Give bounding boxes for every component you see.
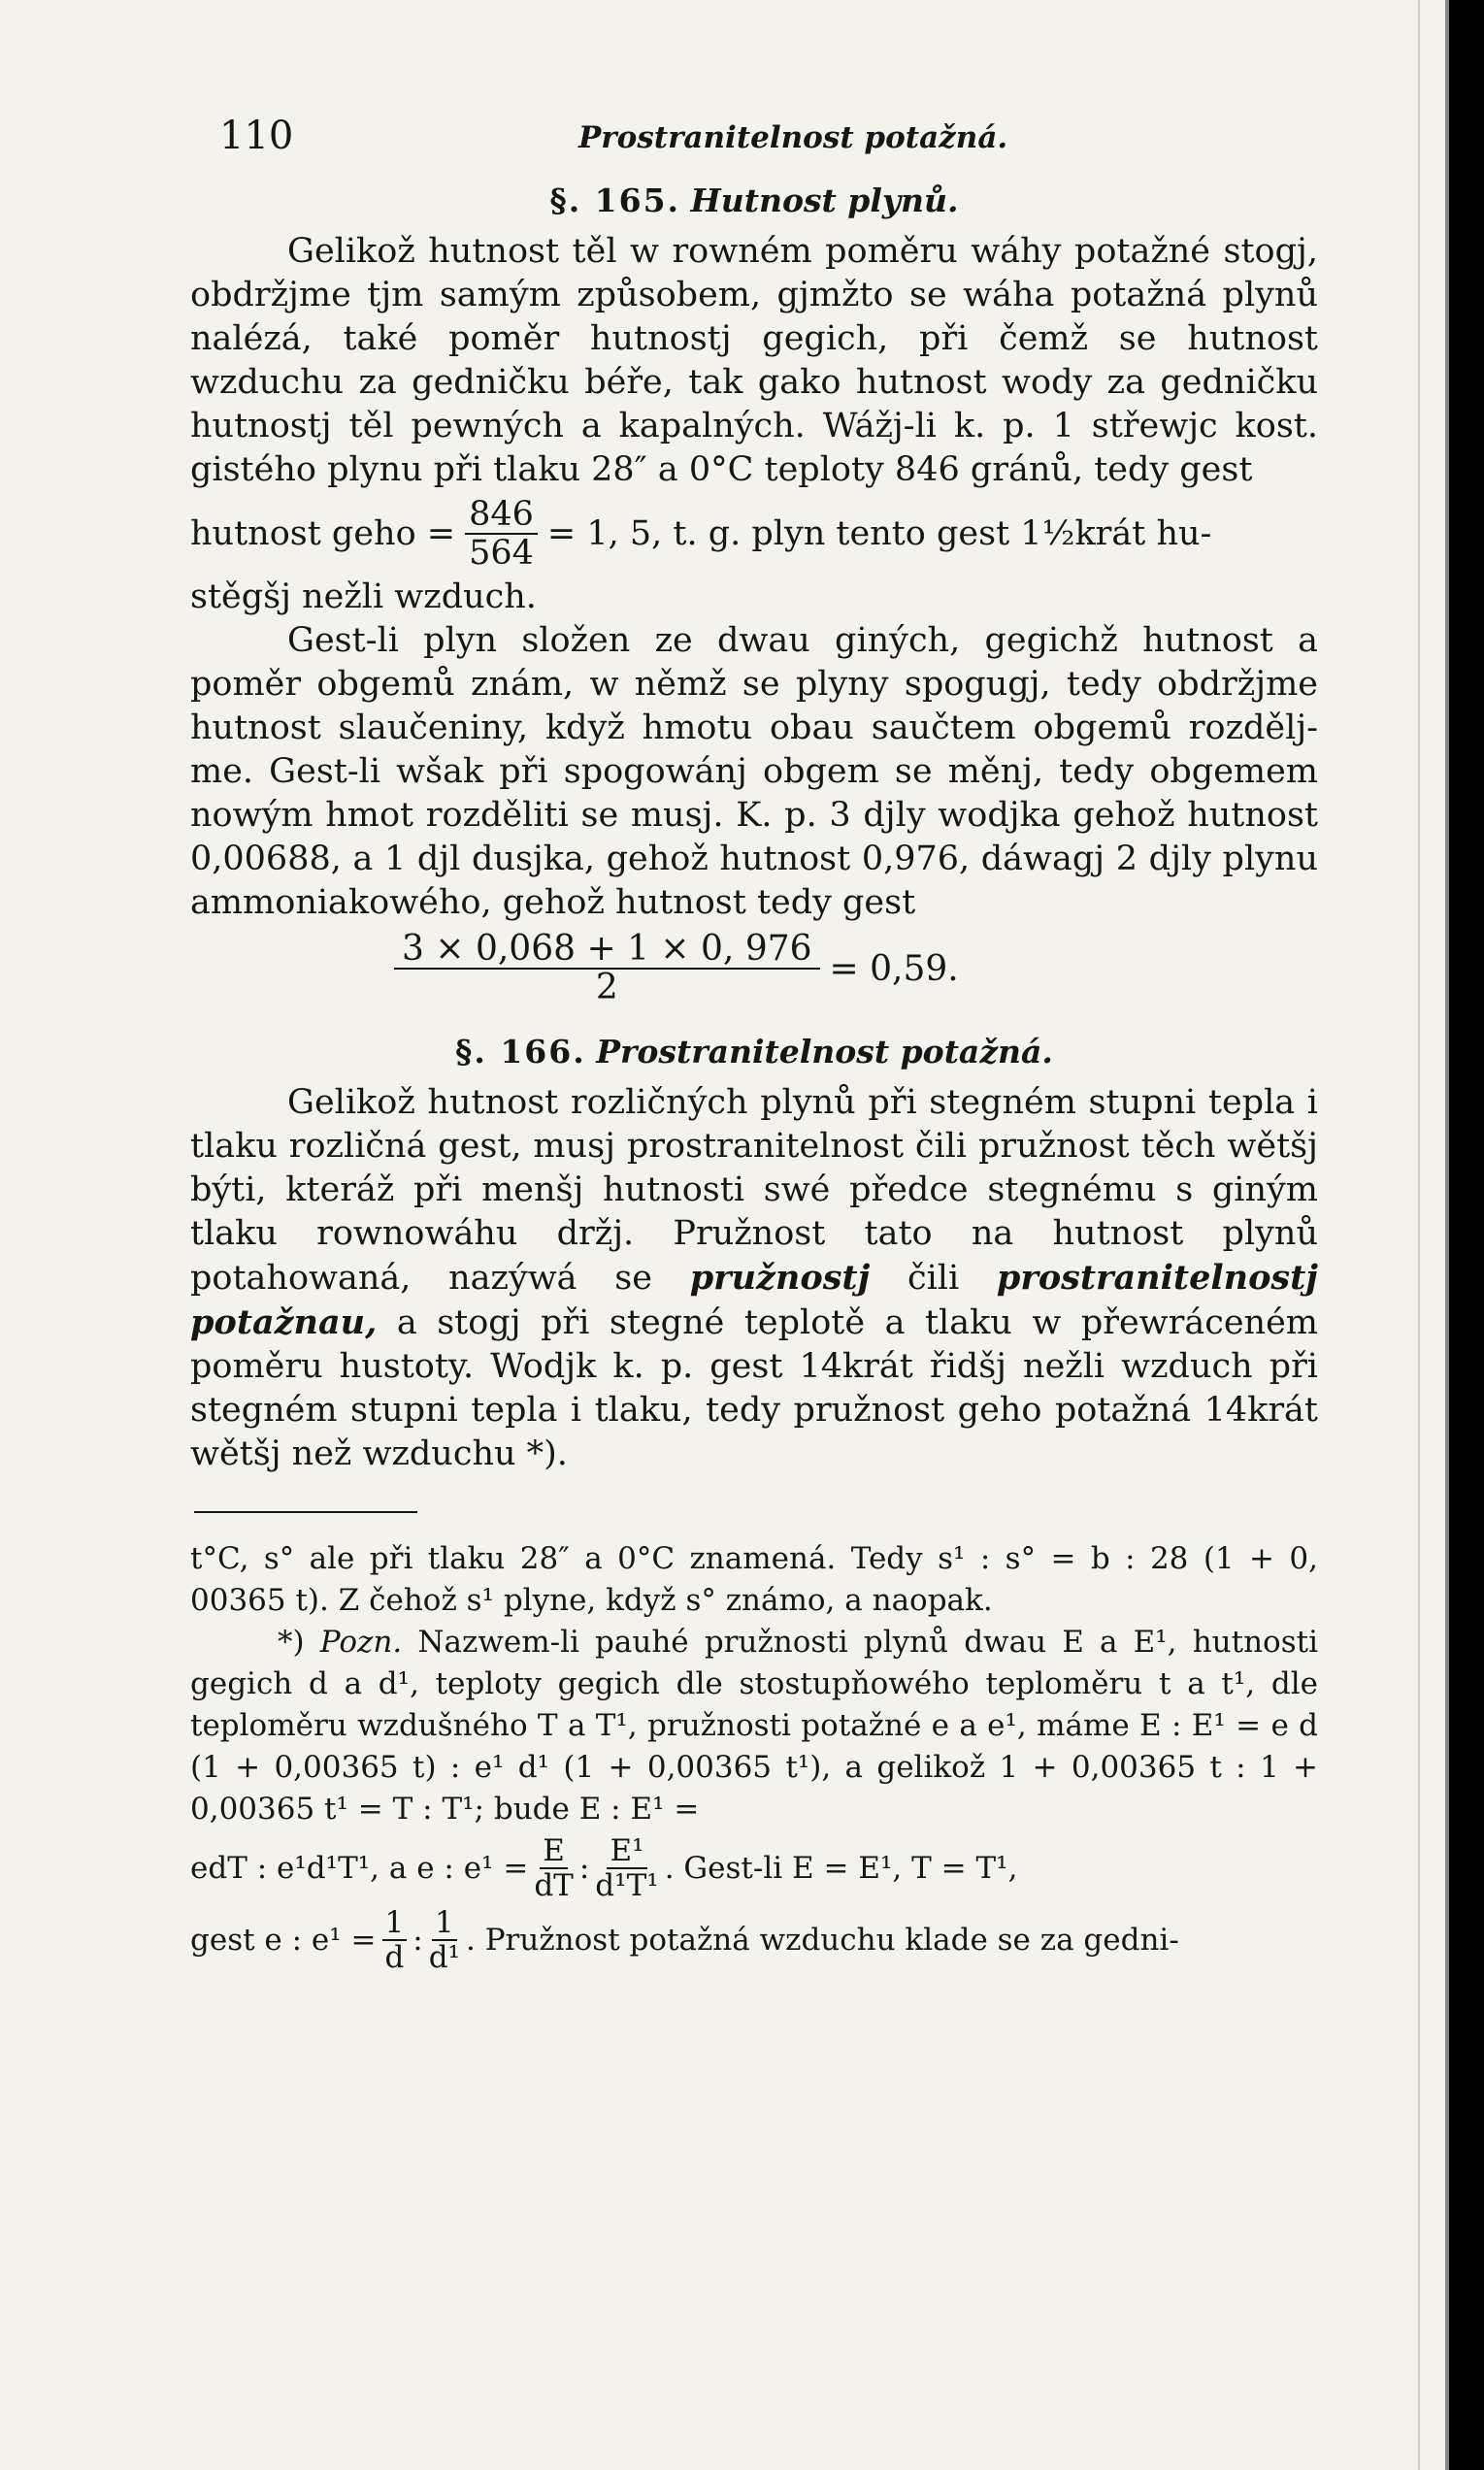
paragraph-166-end: a stogj při stegné teplotě a tlaku w přewráceném poměru hustoty. Wodjk k. p. gest 14krát řidšj nežli wzduch při stegném stupni tepla i tlaku, tedy pružnost geho potažná 14krát wětšj než wzduchu *). [190, 1303, 1318, 1473]
fraction-numerator: 846 [465, 496, 538, 535]
eq1-f1-numerator: E [540, 1834, 568, 1869]
paragraph-166-mid: čili [907, 1259, 960, 1298]
footnote-equation-2 [190, 1906, 1318, 1974]
section-166-number: §. 166. [455, 1033, 586, 1070]
density-fraction [465, 496, 538, 572]
section-165-title: Hutnost plynů. [690, 181, 959, 219]
density-equation [190, 496, 1318, 572]
eq2-fraction-2 [429, 1906, 460, 1974]
section-165-heading [190, 179, 1318, 222]
equation-suffix: = 1, 5, t. g. plyn tento gest 1½krát hu- [546, 513, 1212, 553]
eq2-f1-denominator: d [384, 1940, 405, 1975]
eq1-suffix: . Gest-li E = E¹, T = T¹, [664, 1850, 1018, 1886]
formula-denominator: 2 [595, 968, 618, 1007]
running-title: Prostranitelnost potažná. [578, 120, 1008, 155]
eq1-f1-denominator: dT [534, 1868, 574, 1903]
term-prostranitelnost: prostranitelnostj potažnau, [190, 1258, 1318, 1342]
paragraph-166-start: Gelikož hutnost rozličných plynů při stegném stupni tepla i tlaku rozličná gest, musj prostranitelnost čili pružnost těch wětšj býti, kteráž při menšj hutnosti swé předce stegnému s giným tlaku rownowáhu držj. Pružnost tato na hutnost plynů potahowaná, nazýwá se [190, 1083, 1318, 1298]
page-edge-shadow [1418, 0, 1420, 2470]
eq2-f2-numerator: 1 [432, 1906, 457, 1941]
eq2-fraction-1 [382, 1906, 408, 1974]
formula-numerator: 3 × 0,068 + 1 × 0, 976 [394, 931, 820, 970]
footnote-continuation: t°C, s° ale při tlaku 28″ a 0°C znamená. Tedy s¹ : s° = b : 28 (1 + 0, 00365 t). Z čehož s¹ plyne, když s° známo, a naopak. [190, 1541, 1318, 1618]
formula-fraction [394, 931, 820, 1006]
eq1-colon: : [578, 1850, 590, 1886]
eq2-f2-denominator: d¹ [428, 1940, 460, 1975]
paragraph-166 [190, 1081, 1318, 1476]
term-pruznost: pružnostj [689, 1258, 871, 1298]
scan-border [1449, 0, 1484, 2470]
footnote-equation-1 [190, 1834, 1318, 1902]
paragraph-165-2: Gest-li plyn složen ze dwau giných, gegichž hutnost a poměr obgemů znám, w němž se plyny spogugj, tedy obdržjme hutnost slaučeniny, když hmotu obau saučtem obgemů rozdělj-me. Gest-li wšak při spogowánj obgem se měnj, tedy obgemem nowým hmot rozděliti se musj. K. p. 3 djly wodjka gehož hutnost 0,00688, a 1 djl dusjka, gehož hutnost 0,976, dáwagj 2 djly plynu ammoniakowého, gehož hutnost tedy gest [190, 621, 1318, 922]
eq2-colon: : [412, 1922, 423, 1958]
equation-prefix: hutnost geho = [190, 513, 456, 553]
eq2-prefix: gest e : e¹ = [190, 1922, 377, 1958]
formula-result: = 0,59. [829, 948, 959, 989]
footnote-mark: *) [278, 1625, 305, 1660]
section-166-title: Prostranitelnost potažná. [596, 1033, 1053, 1070]
book-page [190, 115, 1318, 1978]
eq1-fraction-2 [595, 1834, 658, 1902]
running-head [190, 115, 1318, 173]
footnote-body: Nazwem-li pauhé pružnosti plynů dwau E a E¹, hutnosti gegich d a d¹, teploty gegich dle stostupňowého teploměru t a t¹, dle teploměru wzdušného T a T¹, pružnosti potažné e a e¹, máme E : E¹ = e d (1 + 0,00365 t) : e¹ d¹ (1 + 0,00365 t¹), a gelikož 1 + 0,00365 t : 1 + 0,00365 t¹ = T : T¹; bude E : E¹ = [190, 1625, 1318, 1827]
section-165-number: §. 165. [549, 181, 681, 219]
eq1-f2-numerator: E¹ [607, 1834, 646, 1869]
ammonia-density-formula [384, 931, 1318, 1006]
eq2-suffix: . Pružnost potažná wzduchu klade se za gedni- [465, 1922, 1179, 1958]
eq2-f1-numerator: 1 [382, 1906, 408, 1941]
section-166-heading [190, 1030, 1318, 1073]
eq1-prefix: edT : e¹d¹T¹, a e : e¹ = [190, 1850, 529, 1886]
footnote-star [190, 1622, 1318, 1830]
eq1-fraction-1 [534, 1834, 574, 1902]
paragraph-165-1-tail: stěgšj nežli wzduch. [190, 577, 537, 616]
eq1-f2-denominator: d¹T¹ [595, 1868, 659, 1903]
footnote-label: Pozn. [319, 1625, 403, 1660]
page-number: 110 [219, 114, 294, 158]
paragraph-165-1: Gelikož hutnost těl w rowném poměru wáhy potažné stogj, obdržjme tjm samým způsobem, gjmžto se wáha potažná plynů nalézá, také poměr hutnostj gegich, při čemž se hutnost wzduchu za gedničku béře, tak gako hutnost wody za gedničku hutnostj těl pewných a kapalných. Wážj-li k. p. 1 střewjc kost. gistého plynu při tlaku 28″ a 0°C teploty 846 gránů, tedy gest [190, 232, 1318, 489]
fraction-denominator: 564 [469, 534, 534, 573]
footnote-rule [194, 1511, 417, 1513]
